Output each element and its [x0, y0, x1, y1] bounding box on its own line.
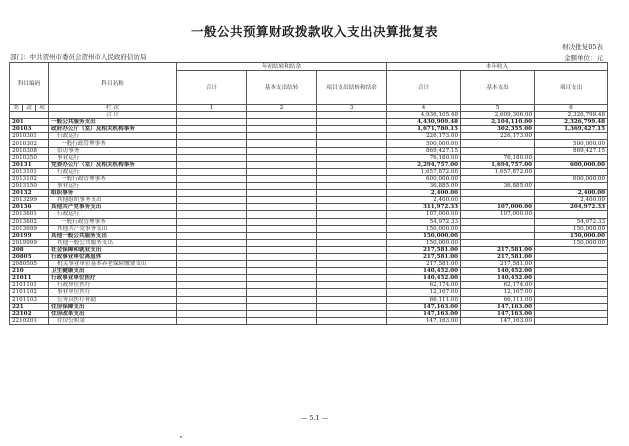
table-row: [10, 211, 608, 218]
row-name: 行政事业单位医疗: [49, 275, 177, 282]
row-income-basic: [461, 197, 535, 204]
row-income-basic: 107,000.00: [461, 204, 535, 211]
row-code: 2010302: [10, 140, 49, 147]
row-income-basic: [461, 140, 535, 147]
row-income-basic: 147,163.00: [461, 310, 535, 317]
table-row: [10, 183, 608, 190]
table-row: [10, 218, 608, 225]
row-name: 党委办公厅（室）及相关机构事务: [49, 161, 177, 168]
table-row: [10, 168, 608, 175]
table-row: [10, 175, 608, 182]
row-carry-basic: [247, 204, 317, 211]
row-code: 2019999: [10, 239, 49, 246]
row-carry-total: [177, 126, 247, 133]
table-row: [10, 147, 608, 154]
row-carry-basic: [247, 275, 317, 282]
row-income-project: [535, 317, 608, 324]
row-code: 2080505: [10, 261, 49, 268]
row-carry-project: [317, 268, 387, 275]
row-income-project: [535, 310, 608, 317]
row-code: 210: [10, 268, 49, 275]
row-carry-project: [317, 126, 387, 133]
row-carry-total: [177, 211, 247, 218]
row-income-project: 2,400.00: [535, 197, 608, 204]
row-carry-basic: [247, 183, 317, 190]
row-carry-basic: [247, 147, 317, 154]
row-carry-total: [177, 232, 247, 239]
header-total: 合计: [177, 71, 247, 105]
row-income-basic: 76,180.00: [461, 154, 535, 161]
row-name: 事业单位医疗: [49, 289, 177, 296]
row-income-total: 600,000.00: [387, 175, 461, 182]
row-name: 行政事业单位离退休: [49, 253, 177, 260]
table-row: [10, 126, 608, 133]
total-c4: 4,936,105.48: [387, 112, 461, 119]
row-income-basic: 1,694,757.00: [461, 161, 535, 168]
row-carry-basic: [247, 161, 317, 168]
row-carry-project: [317, 225, 387, 232]
header-basic2: 基本支出: [461, 71, 535, 105]
table-row: [10, 261, 608, 268]
row-carry-total: [177, 183, 247, 190]
row-income-basic: [461, 218, 535, 225]
row-carry-project: [317, 190, 387, 197]
row-code: 2101103: [10, 296, 49, 303]
row-carry-project: [317, 289, 387, 296]
row-income-basic: 140,452.00: [461, 268, 535, 275]
row-income-project: 869,427.15: [535, 147, 608, 154]
row-income-total: 150,000.00: [387, 239, 461, 246]
table-row: [10, 190, 608, 197]
unit-label: 金额单位：元: [564, 54, 603, 62]
row-carry-project: [317, 282, 387, 289]
row-code: 2013601: [10, 211, 49, 218]
row-code: 2013602: [10, 218, 49, 225]
row-code: 2010308: [10, 147, 49, 154]
row-income-total: 1,671,780.15: [387, 126, 461, 133]
row-carry-total: [177, 261, 247, 268]
row-income-project: [535, 183, 608, 190]
row-income-total: 54,972.33: [387, 218, 461, 225]
row-name: 住房公积金: [49, 317, 177, 324]
row-income-total: 217,581.00: [387, 246, 461, 253]
scan-speck: [180, 436, 182, 438]
row-name: 一般行政管理事务: [49, 140, 177, 147]
header-lanci: 栏 次: [49, 105, 177, 112]
row-income-total: 1,657,872.00: [387, 168, 461, 175]
row-carry-total: [177, 303, 247, 310]
header-project: 项目支出结转和结余: [317, 71, 387, 105]
row-carry-basic: [247, 190, 317, 197]
row-carry-project: [317, 218, 387, 225]
row-carry-basic: [247, 126, 317, 133]
row-carry-basic: [247, 232, 317, 239]
table-row: [10, 140, 608, 147]
row-income-total: 2,400.00: [387, 190, 461, 197]
row-carry-project: [317, 253, 387, 260]
row-carry-project: [317, 147, 387, 154]
row-carry-total: [177, 268, 247, 275]
row-carry-basic: [247, 310, 317, 317]
row-income-total: 226,173.00: [387, 133, 461, 140]
row-income-project: [535, 275, 608, 282]
row-carry-project: [317, 239, 387, 246]
row-carry-basic: [247, 296, 317, 303]
row-income-project: [535, 261, 608, 268]
row-carry-project: [317, 168, 387, 175]
row-carry-project: [317, 310, 387, 317]
row-income-project: [535, 246, 608, 253]
row-code: 2010350: [10, 154, 49, 161]
row-carry-total: [177, 175, 247, 182]
row-code: 2013101: [10, 168, 49, 175]
row-code: 2013299: [10, 197, 49, 204]
table-row: [10, 268, 608, 275]
row-code: 20805: [10, 253, 49, 260]
row-code: 201: [10, 119, 49, 126]
row-carry-total: [177, 140, 247, 147]
row-income-project: 150,000.00: [535, 225, 608, 232]
row-name: 其他共产党事务支出: [49, 204, 177, 211]
row-income-basic: 2,104,110.00: [461, 119, 535, 126]
row-carry-basic: [247, 218, 317, 225]
row-carry-project: [317, 261, 387, 268]
row-code: 2101101: [10, 282, 49, 289]
row-income-basic: [461, 147, 535, 154]
row-income-project: 150,000.00: [535, 232, 608, 239]
row-income-basic: 12,167.00: [461, 289, 535, 296]
col-num-1: 1: [177, 105, 247, 112]
row-income-total: 2,294,757.00: [387, 161, 461, 168]
row-name: 组织事务: [49, 190, 177, 197]
row-income-total: 311,972.33: [387, 204, 461, 211]
row-income-total: 107,000.00: [387, 211, 461, 218]
header-xiang: 项: [36, 105, 49, 112]
row-carry-project: [317, 119, 387, 126]
row-code: 208: [10, 246, 49, 253]
row-income-total: 66,111.00: [387, 296, 461, 303]
table-row: [10, 246, 608, 253]
row-income-basic: [461, 232, 535, 239]
row-carry-total: [177, 289, 247, 296]
row-carry-basic: [247, 175, 317, 182]
header-income: 本年收入: [387, 63, 608, 71]
header-kuan: 款: [23, 105, 36, 112]
row-income-project: 600,000.00: [535, 175, 608, 182]
row-name: 一般公共服务支出: [49, 119, 177, 126]
row-carry-total: [177, 133, 247, 140]
row-income-project: [535, 289, 608, 296]
row-carry-total: [177, 275, 247, 282]
row-income-basic: [461, 190, 535, 197]
row-carry-project: [317, 211, 387, 218]
row-carry-total: [177, 119, 247, 126]
row-carry-total: [177, 204, 247, 211]
table-row: [10, 197, 608, 204]
row-code: 20136: [10, 204, 49, 211]
row-income-basic: 226,173.00: [461, 133, 535, 140]
row-income-total: 147,163.00: [387, 303, 461, 310]
row-income-basic: 147,163.00: [461, 317, 535, 324]
row-name: 一般行政管理事务: [49, 218, 177, 225]
row-code: 21011: [10, 275, 49, 282]
col-num-6: 6: [535, 105, 608, 112]
row-income-project: [535, 168, 608, 175]
row-income-total: 150,000.00: [387, 232, 461, 239]
table-row: [10, 239, 608, 246]
table-row: [10, 282, 608, 289]
row-income-total: 2,400.00: [387, 197, 461, 204]
page-title: 一般公共预算财政拨款收入支出决算批复表: [190, 24, 438, 39]
header-project2: 项目支出: [535, 71, 608, 105]
table-row: [10, 204, 608, 211]
row-income-project: 600,000.00: [535, 161, 608, 168]
budget-table: [9, 62, 608, 325]
row-name: 其他一般公共服务支出: [49, 232, 177, 239]
row-income-total: 62,174.00: [387, 282, 461, 289]
row-code: 2210201: [10, 317, 49, 324]
table-row: [10, 154, 608, 161]
department-label: 部门：中共贺州市委员会贺州市人民政府信访局: [10, 53, 147, 61]
row-income-basic: 147,163.00: [461, 303, 535, 310]
row-carry-total: [177, 310, 247, 317]
row-carry-total: [177, 197, 247, 204]
row-carry-total: [177, 161, 247, 168]
table-row: [10, 253, 608, 260]
row-income-project: 54,972.33: [535, 218, 608, 225]
row-income-basic: 107,000.00: [461, 211, 535, 218]
row-carry-basic: [247, 225, 317, 232]
table-row: [10, 225, 608, 232]
table-row: [10, 161, 608, 168]
col-num-4: 4: [387, 105, 461, 112]
row-name: 其他共产党事务支出: [49, 225, 177, 232]
row-income-total: 76,180.00: [387, 154, 461, 161]
total-c5: 2,609,306.00: [461, 112, 535, 119]
row-carry-total: [177, 218, 247, 225]
row-income-project: [535, 253, 608, 260]
row-carry-basic: [247, 246, 317, 253]
header-basic: 基本支出结转: [247, 71, 317, 105]
row-name: 行政运行: [49, 133, 177, 140]
row-carry-basic: [247, 154, 317, 161]
row-income-basic: 62,174.00: [461, 282, 535, 289]
row-income-basic: [461, 239, 535, 246]
row-carry-project: [317, 154, 387, 161]
row-name: 信访事务: [49, 147, 177, 154]
row-income-basic: [461, 175, 535, 182]
row-income-project: [535, 211, 608, 218]
row-carry-basic: [247, 239, 317, 246]
table-row: [10, 119, 608, 126]
row-income-basic: 36,885.00: [461, 183, 535, 190]
row-carry-basic: [247, 168, 317, 175]
row-name: 住房保障支出: [49, 303, 177, 310]
row-carry-project: [317, 317, 387, 324]
row-income-basic: 217,581.00: [461, 246, 535, 253]
row-name: 公务员医疗补助: [49, 296, 177, 303]
row-code: 2013150: [10, 183, 49, 190]
form-number: 财决批复05表: [562, 43, 603, 51]
row-carry-project: [317, 197, 387, 204]
row-income-total: 500,000.00: [387, 140, 461, 147]
row-carry-total: [177, 154, 247, 161]
row-code: 2013699: [10, 225, 49, 232]
row-name: 其他一般公共服务支出: [49, 239, 177, 246]
row-income-total: 140,452.00: [387, 275, 461, 282]
row-carry-project: [317, 303, 387, 310]
row-income-basic: 140,452.00: [461, 275, 535, 282]
row-carry-basic: [247, 253, 317, 260]
row-income-project: 204,972.33: [535, 204, 608, 211]
row-carry-project: [317, 296, 387, 303]
row-name: 一般行政管理事务: [49, 175, 177, 182]
row-code: 20131: [10, 161, 49, 168]
row-carry-total: [177, 253, 247, 260]
row-carry-total: [177, 147, 247, 154]
row-carry-basic: [247, 317, 317, 324]
table-row: [10, 289, 608, 296]
col-num-3: 3: [317, 105, 387, 112]
row-name: 社会保障和就业支出: [49, 246, 177, 253]
row-income-basic: [461, 225, 535, 232]
row-carry-basic: [247, 211, 317, 218]
row-name: 事业运行: [49, 183, 177, 190]
row-income-total: 150,000.00: [387, 225, 461, 232]
row-carry-project: [317, 275, 387, 282]
table-row: [10, 133, 608, 140]
row-carry-project: [317, 161, 387, 168]
row-carry-total: [177, 246, 247, 253]
row-carry-total: [177, 225, 247, 232]
row-code: 221: [10, 303, 49, 310]
row-carry-project: [317, 140, 387, 147]
row-income-total: 869,427.15: [387, 147, 461, 154]
row-name: 行政运行: [49, 211, 177, 218]
row-income-project: [535, 303, 608, 310]
row-code: 20199: [10, 232, 49, 239]
row-carry-basic: [247, 282, 317, 289]
row-income-project: 1,369,427.15: [535, 126, 608, 133]
header-name: 科目名称: [49, 63, 177, 105]
row-code: 2013102: [10, 175, 49, 182]
row-name: 机关事业单位基本养老保险缴费支出: [49, 261, 177, 268]
header-carry: 年初结转和结余: [177, 63, 387, 71]
row-carry-basic: [247, 119, 317, 126]
row-income-total: 36,885.00: [387, 183, 461, 190]
row-income-total: 217,581.00: [387, 261, 461, 268]
row-income-total: 147,163.00: [387, 317, 461, 324]
row-income-basic: 66,111.00: [461, 296, 535, 303]
row-carry-project: [317, 232, 387, 239]
row-carry-basic: [247, 140, 317, 147]
row-carry-basic: [247, 268, 317, 275]
row-carry-basic: [247, 133, 317, 140]
row-carry-basic: [247, 303, 317, 310]
col-num-5: 5: [461, 105, 535, 112]
table-row: [10, 232, 608, 239]
row-income-basic: 1,657,872.00: [461, 168, 535, 175]
row-carry-total: [177, 168, 247, 175]
row-income-basic: 217,581.00: [461, 261, 535, 268]
row-code: 2101102: [10, 289, 49, 296]
row-code: 20103: [10, 126, 49, 133]
header-code: 科目编码: [10, 63, 49, 105]
row-carry-project: [317, 175, 387, 182]
table-row: [10, 296, 608, 303]
row-income-basic: 217,581.00: [461, 253, 535, 260]
row-carry-total: [177, 282, 247, 289]
col-num-2: 2: [247, 105, 317, 112]
page-footer: — 5.1 —: [300, 414, 329, 422]
row-income-project: [535, 154, 608, 161]
row-carry-basic: [247, 197, 317, 204]
row-income-project: 150,000.00: [535, 239, 608, 246]
row-income-project: 2,326,799.48: [535, 119, 608, 126]
header-total2: 合计: [387, 71, 461, 105]
row-income-total: 4,430,909.48: [387, 119, 461, 126]
total-label: 合 计: [49, 112, 177, 119]
table-row: [10, 303, 608, 310]
row-name: 行政单位医疗: [49, 282, 177, 289]
row-carry-project: [317, 246, 387, 253]
row-income-basic: 302,355.00: [461, 126, 535, 133]
row-carry-project: [317, 183, 387, 190]
row-income-total: 12,167.00: [387, 289, 461, 296]
row-income-project: [535, 282, 608, 289]
row-name: 事业运行: [49, 154, 177, 161]
row-income-project: 500,000.00: [535, 140, 608, 147]
row-income-project: [535, 268, 608, 275]
row-income-total: 217,581.00: [387, 253, 461, 260]
row-carry-total: [177, 239, 247, 246]
row-name: 政府办公厅（室）及相关机构事务: [49, 126, 177, 133]
row-carry-total: [177, 190, 247, 197]
total-c6: 2,326,799.48: [535, 112, 608, 119]
row-income-project: [535, 133, 608, 140]
row-code: 20132: [10, 190, 49, 197]
row-carry-basic: [247, 261, 317, 268]
row-name: 住房改革支出: [49, 310, 177, 317]
row-code: 22102: [10, 310, 49, 317]
header-lei: 类: [10, 105, 23, 112]
table-row: [10, 310, 608, 317]
row-income-project: [535, 296, 608, 303]
row-income-project: 2,400.00: [535, 190, 608, 197]
row-carry-basic: [247, 289, 317, 296]
row-carry-project: [317, 133, 387, 140]
row-name: 行政运行: [49, 168, 177, 175]
row-income-total: 147,163.00: [387, 310, 461, 317]
row-name: 其他组织事务支出: [49, 197, 177, 204]
row-income-total: 140,452.00: [387, 268, 461, 275]
row-carry-total: [177, 296, 247, 303]
table-row: [10, 317, 608, 324]
row-carry-project: [317, 204, 387, 211]
table-row: [10, 275, 608, 282]
row-code: 2010301: [10, 133, 49, 140]
row-name: 卫生健康支出: [49, 268, 177, 275]
row-carry-total: [177, 317, 247, 324]
